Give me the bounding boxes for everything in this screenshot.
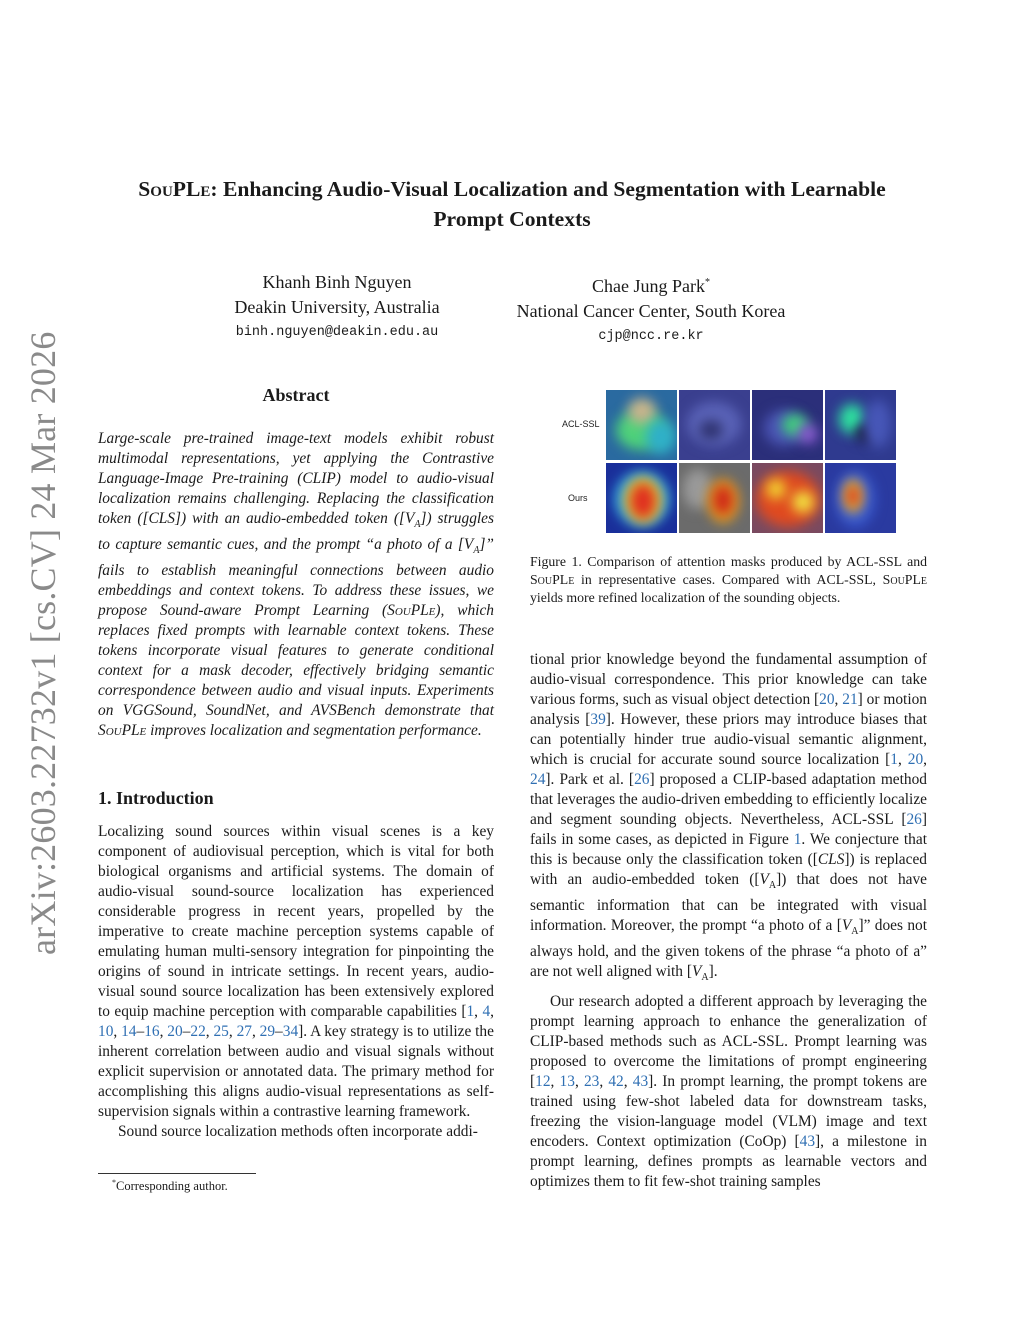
intro-paragraph-2: Sound source localization methods often incorporate addi- bbox=[118, 1123, 478, 1140]
author-name: Khanh Binh Nguyen bbox=[262, 272, 412, 292]
title-line2: Prompt Contexts bbox=[433, 207, 591, 231]
caption-text: in representative cases. Compared with ACL-SSL, bbox=[574, 572, 883, 587]
citation-link[interactable]: 29 bbox=[259, 1023, 276, 1040]
author-mark: * bbox=[704, 277, 710, 288]
figure-link[interactable]: 1 bbox=[793, 831, 802, 848]
body-text: ]” does not always hold, and the given tokens of the phrase “a photo of a” are not well aligned with [ bbox=[530, 917, 928, 981]
figure-1 bbox=[530, 385, 927, 545]
ours-thumbnail-1 bbox=[606, 463, 677, 533]
abstract-part: ]” fails to establish meaningful connections between audio embeddings and context tokens. To address these issues, we propose Sound-aware Prompt Learning ( bbox=[98, 536, 494, 620]
row-label-ours: Ours bbox=[568, 493, 588, 503]
ours-thumbnail-2 bbox=[679, 463, 750, 533]
acl-ssl-thumbnail-2 bbox=[679, 390, 750, 460]
row-label-acl-ssl: ACL-SSL bbox=[562, 419, 600, 429]
intro-paragraph-1: Localizing sound sources within visual scenes is a key component of audiovisual perception, which is vital for both biological organisms and artificial systems. The domain of audio-visual sound-source localization has experienced considerable progress in recent years, propelled by the imperative to create machine perception systems capable of emulating human multi-sensory integration for pinpointing the origins of sound in intricate settings. In recent years, audio-visual sound source localization has been extensively explored to equip machine perception with comparable capabilities [1, 4, 10, 14–16, 20–22, 25, 27, 29–34]. A key strategy is to utilize the inherent correlation between audio and visual signals without explicit supervision or annotated data. The primary method for accomplishing this aligns audio-visual representations as self-supervision signals within a contrastive learning framework. bbox=[98, 823, 494, 1120]
citation-link[interactable]: 21 bbox=[842, 691, 858, 708]
citation-link[interactable]: 20 bbox=[819, 691, 835, 708]
body-text: tional prior knowledge beyond the fundamental assumption of audio-visual correspondence. This prior knowledge can take various forms, such as visual object detection [ bbox=[530, 651, 927, 708]
math-sub: A bbox=[851, 926, 859, 938]
abstract-souple: SouPLe bbox=[98, 722, 147, 740]
introduction-body bbox=[98, 822, 494, 1142]
math-token: V bbox=[759, 871, 769, 888]
body-text: ]. Park et al. [ bbox=[545, 771, 635, 788]
acl-ssl-thumbnail-1 bbox=[606, 390, 677, 460]
citation-link[interactable]: 39 bbox=[590, 711, 606, 728]
body-text: ]. In prompt learning, the prompt tokens are trained using few-shot labeled data for downstream tasks, freezing the vision-language model (VLM) image and text encoders. Context optimization (CoOp) [ bbox=[530, 1073, 928, 1151]
citation-link[interactable]: 26 bbox=[634, 771, 650, 788]
citation-link[interactable]: 20 bbox=[167, 1023, 183, 1040]
citation-link[interactable]: 1 bbox=[890, 751, 898, 768]
citation-link[interactable]: 22 bbox=[190, 1023, 206, 1040]
citation-link[interactable]: 14 bbox=[121, 1023, 137, 1040]
author-name bbox=[492, 270, 810, 299]
abstract-part: Large-scale pre-trained image-text models exhibit robust multimodal representations, yet applying the Contrastive Language-Image Pre-training (CLIP) model to audio-visual localization remains challenging. Replacing the classification token ([ bbox=[98, 430, 494, 527]
title-line1: : Enhancing Audio-Visual Localization and Segmentation with Learnable bbox=[210, 177, 886, 201]
abstract-part: ), which replaces fixed prompts with learnable context tokens. These tokens incorporate visual features to generate conditional context for a mask decoder, effectively bridging semantic correspondence between audio and visual inputs. Experiments on VGGSound, SoundNet, and AVSBench demonstrate that bbox=[98, 602, 494, 720]
abstract-math-sub: A bbox=[473, 545, 480, 557]
math-sub: A bbox=[768, 880, 777, 892]
citation-link[interactable]: 13 bbox=[559, 1073, 575, 1091]
body-text: ]. bbox=[708, 963, 718, 981]
math-token: V bbox=[841, 917, 852, 935]
abstract-math: V bbox=[463, 536, 474, 554]
footnote-mark: * bbox=[112, 1178, 116, 1187]
author-affiliation: National Cancer Center, South Korea bbox=[516, 301, 786, 321]
citation-link[interactable]: 20 bbox=[907, 751, 924, 768]
math-token: V bbox=[691, 963, 702, 981]
citation-link[interactable]: 25 bbox=[213, 1023, 229, 1040]
abstract-heading: Abstract bbox=[262, 385, 330, 405]
body-text: ]) that does not have semantic information that can be integrated with visual information. Moreover, the prompt “a photo of a [ bbox=[530, 871, 927, 935]
abstract-souple: SouPLe bbox=[387, 602, 436, 620]
citation-link[interactable]: 4 bbox=[482, 1003, 491, 1020]
citation-link[interactable]: 10 bbox=[98, 1023, 114, 1040]
body-text: ] proposed a CLIP-based adaptation method that leverages the audio-driven embedding to efficiently localize and segment sounding objects. Nevertheless, ACL-SSL [ bbox=[530, 771, 927, 828]
author-affiliation: Deakin University, Australia bbox=[234, 297, 440, 317]
body-text: Our research adopted a different approach by leveraging the prompt learning approach to enhance the generalization of CLIP-based methods such as ACL-SSL. Prompt learning was proposed to overcome the limitations of prompt engineering [ bbox=[530, 993, 927, 1091]
author-1 bbox=[200, 270, 474, 346]
citation-link[interactable]: 1 bbox=[466, 1003, 475, 1020]
author-2 bbox=[492, 270, 810, 350]
body-text: ] or motion analysis [ bbox=[530, 691, 927, 728]
body-text: ], a milestone in prompt learning, defines prompts as learnable vectors and optimizes them to fit few-shot training samples bbox=[530, 1133, 927, 1191]
ours-thumbnail-3 bbox=[752, 463, 823, 533]
section-heading-introduction: 1. Introduction bbox=[98, 788, 214, 808]
ours-thumbnail-4 bbox=[825, 463, 896, 533]
citation-link[interactable]: 43 bbox=[799, 1133, 816, 1151]
right-column-body bbox=[530, 650, 927, 1192]
footnote bbox=[112, 1178, 228, 1194]
footnote-rule bbox=[98, 1173, 256, 1174]
caption-souple: SouPLe bbox=[882, 572, 927, 587]
caption-text: Figure 1. Comparison of attention masks produced by ACL-SSL and bbox=[530, 554, 927, 569]
citation-link[interactable]: 34 bbox=[282, 1023, 299, 1040]
caption-souple: SouPLe bbox=[530, 572, 575, 587]
intro-text: ]. A key strategy is to utilize the inherent correlation between audio and visual signals without explicit supervision or annotated data. The primary method for accomplishing this aligns audio-visual representations as self-supervision signals within a contrastive learning framework. bbox=[98, 1023, 494, 1120]
body-text: ]) is replaced with an audio-embedded token ([ bbox=[530, 851, 927, 888]
citation-link[interactable]: 12 bbox=[535, 1073, 551, 1091]
body-text: . We conjecture that this is because only the classification token ([ bbox=[530, 831, 927, 868]
math-token: CLS bbox=[817, 851, 845, 868]
citation-link[interactable]: 16 bbox=[144, 1023, 160, 1040]
right-paragraph-2: Our research adopted a different approach by leveraging the prompt learning approach to enhance the generalization of CLIP-based methods such as ACL-SSL. Prompt learning was proposed to overcome the limitations of prompt engineering [12, 13, 23, 42, 43]. In prompt learning, the prompt tokens are trained using few-shot labeled data for downstream tasks, freezing the vision-language model (VLM) image and text encoders. Context optimization (CoOp) [43], a milestone in prompt learning, defines prompts as learnable vectors and optimizes them to fit few-shot training samples bbox=[530, 993, 928, 1191]
right-paragraph-1: tional prior knowledge beyond the fundamental assumption of audio-visual correspondence. This prior knowledge can take various forms, such as visual object detection [20, 21] or motion analysis [39]. However, these priors may introduce biases that can potentially hinder true audio-visual semantic alignment, which is crucial for accurate sound source localization [1, 20, 24]. Park et al. [26] proposed a CLIP-based adaptation method that leverages the audio-driven embedding to efficiently localize and segment sounding objects. Nevertheless, ACL-SSL [26] fails in some cases, as depicted in Figure 1. We conjecture that this is because only the classification token ([CLS]) is replaced with an audio-embedded token $([V_A])$ that does not have semantic information that can be integrated with visual information. Moreover, the prompt “a photo of a $[V_A]$” does not always hold, and the given tokens of the phrase “a photo of a” are not well aligned with $[V_A]$. bbox=[530, 651, 928, 984]
body-text: ]. However, these priors may introduce biases that can potentially hinder true audio-visual semantic alignment, which is crucial for accurate sound source localization [ bbox=[530, 711, 927, 768]
abstract-math: CLS bbox=[148, 510, 175, 527]
author-email: cjp@ncc.re.kr bbox=[598, 329, 704, 344]
abstract-math-sub: A bbox=[414, 519, 421, 531]
citation-link[interactable]: 24 bbox=[530, 771, 546, 788]
math-sub: A bbox=[701, 972, 709, 984]
citation-link[interactable]: 27 bbox=[236, 1023, 252, 1040]
acl-ssl-thumbnail-4 bbox=[825, 390, 896, 460]
abstract-part: improves localization and segmentation performance. bbox=[146, 722, 482, 740]
citation-link[interactable]: 43 bbox=[632, 1073, 649, 1091]
citation-link[interactable]: 42 bbox=[608, 1073, 624, 1091]
author-email: binh.nguyen@deakin.edu.au bbox=[235, 325, 439, 340]
body-text: ] fails in some cases, as depicted in Figure bbox=[530, 811, 927, 848]
acl-ssl-thumbnail-3 bbox=[752, 390, 823, 460]
citation-link[interactable]: 26 bbox=[906, 811, 922, 828]
author-name-text: Chae Jung Park bbox=[592, 276, 705, 296]
intro-text: Localizing sound sources within visual scenes is a key component of audiovisual perception, which is vital for both biological organisms and artificial systems. The domain of audio-visual sound-source localization has experienced considerable progress in recent years, propelled by the imperative to create machine perception systems capable of emulating human multi-sensory integration for pinpointing the origins of sound in intricate settings. In recent years, audio-visual sound source localization has been extensively explored to equip machine perception with comparable capabilities [ bbox=[98, 823, 494, 1020]
title-souple: SouPLe bbox=[138, 177, 211, 201]
figure-1-caption bbox=[530, 553, 927, 607]
citation-link[interactable]: 23 bbox=[583, 1073, 600, 1091]
footnote-text: Corresponding author. bbox=[116, 1179, 228, 1194]
caption-text: yields more refined localization of the sounding objects. bbox=[530, 590, 841, 605]
abstract-text bbox=[98, 429, 494, 741]
paper-title bbox=[90, 174, 934, 234]
abstract-part: ]) struggles to capture semantic cues, and the prompt “a photo of a [ bbox=[98, 510, 494, 554]
arxiv-identifier: arXiv:2603.22732v1 [cs.CV] 24 Mar 2026 bbox=[23, 331, 63, 955]
abstract-part: ]) with an audio-embedded token ([ bbox=[174, 510, 405, 527]
abstract-math: V bbox=[404, 510, 415, 527]
